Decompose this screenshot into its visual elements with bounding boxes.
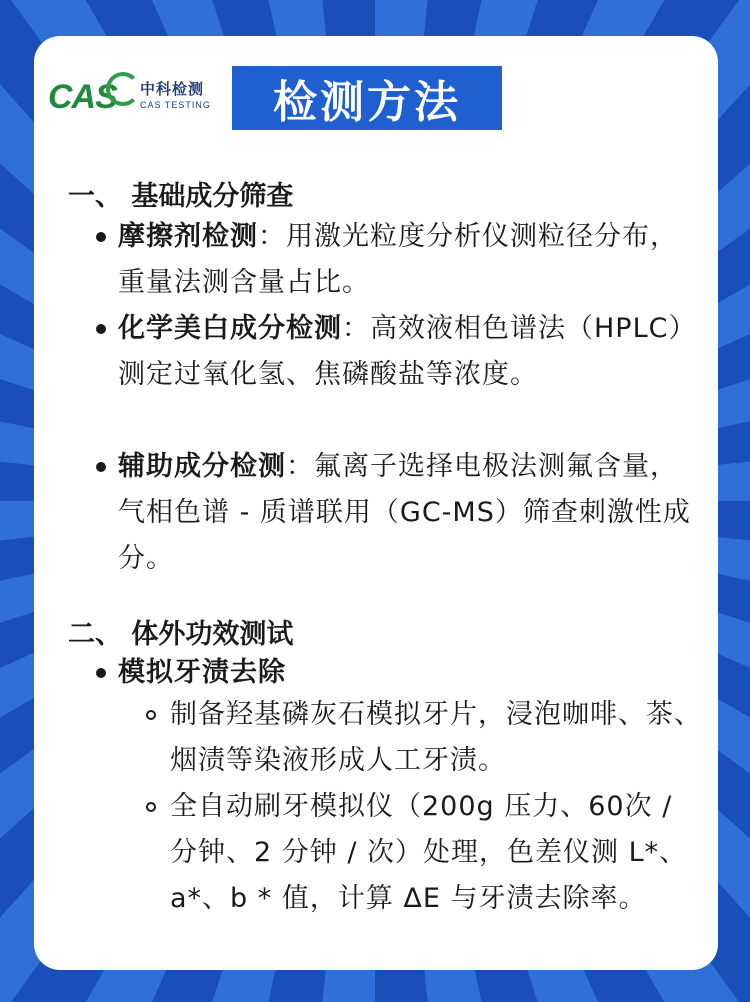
- bullet-icon: [96, 232, 106, 242]
- list-item-abrasive: [118, 214, 702, 306]
- brand-name-cn: 中科检测: [140, 80, 205, 98]
- bullet-icon: [96, 462, 106, 472]
- sub-item-stain-prep: 制备羟基磷灰石模拟牙片，浸泡咖啡、茶、烟渍等染液形成人工牙渍。: [170, 699, 702, 776]
- bullet-icon: [96, 668, 106, 678]
- list-item-auxiliary: [118, 444, 702, 582]
- bullet-icon: [96, 324, 106, 334]
- brand-name-en: CAS TESTING: [140, 100, 211, 110]
- item-label: 模拟牙渍去除: [118, 657, 286, 688]
- item-text: ：用激光粒度分析仪测粒径分布，重量法测含量占比。: [118, 221, 678, 298]
- sub-item-brushing-test: 全自动刷牙模拟仪（200g 压力、60次 / 分钟、2 分钟 / 次）处理，色差仪测 L*、a*、b * 值，计算 ΔE 与牙渍去除率。: [170, 791, 688, 914]
- section-heading-1: 一、 基础成分筛查: [68, 181, 294, 212]
- list-item-stain-removal: [118, 650, 702, 696]
- sub-bullet-icon: [146, 802, 156, 812]
- section-heading-2: 二、 体外功效测试: [68, 619, 294, 650]
- logo-text: CAS: [48, 78, 117, 116]
- item-text: ：高效液相色谱法（HPLC）测定过氧化氢、焦磷酸盐等浓度。: [118, 313, 697, 390]
- page-title: 检测方法: [232, 66, 502, 130]
- list-item-whitening: [118, 306, 702, 398]
- logo-ring-icon: [106, 72, 140, 106]
- item-label: 辅助成分检测: [118, 451, 286, 482]
- item-label: 化学美白成分检测: [118, 313, 342, 344]
- sub-bullet-icon: [146, 710, 156, 720]
- item-label: 摩擦剂检测: [118, 221, 258, 252]
- cas-logo: [48, 72, 238, 126]
- content-card: [34, 36, 718, 970]
- item-text: ：氟离子选择电极法测氟含量，气相色谱 - 质谱联用（GC-MS）筛查刺激性成分。: [118, 451, 691, 574]
